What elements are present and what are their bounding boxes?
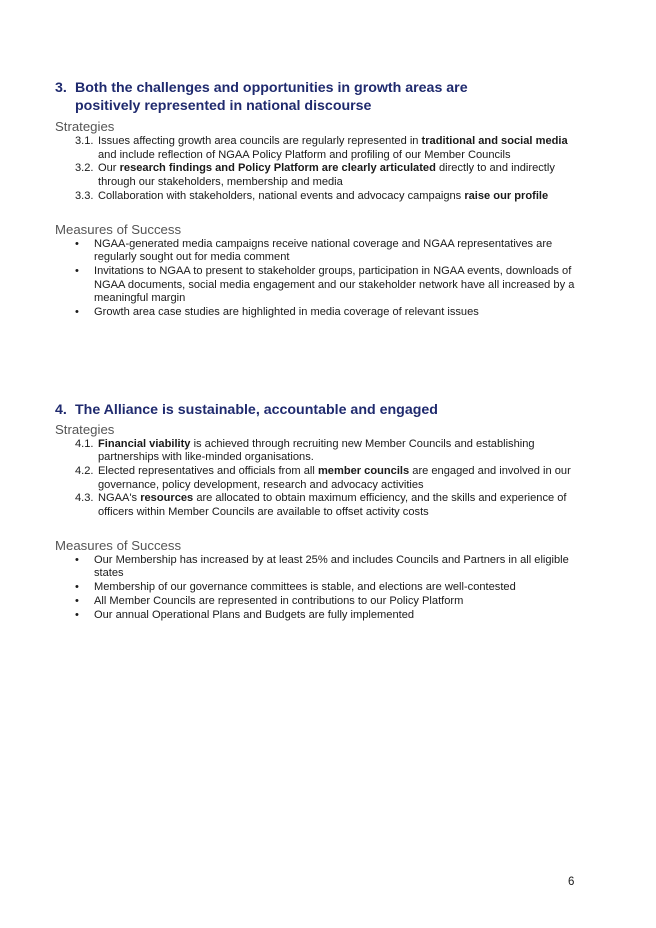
strategy-item [55, 135, 585, 162]
section-4-heading-line1: The Alliance is sustainable, accountable and engaged [75, 402, 438, 418]
strategy-bold-text: traditional and social media [421, 135, 568, 147]
section-4-measures-list [55, 554, 585, 623]
strategy-text: is achieved through recruiting new Member Councils and establishing partnerships with like-minded organisations. [98, 437, 535, 464]
strategy-text: directly to and indirectly through our stakeholders, membership and media [98, 162, 555, 189]
measure-item [55, 554, 585, 581]
section-4-number: 4. [55, 402, 67, 418]
measure-item [55, 581, 585, 595]
section-3-measures-list [55, 238, 585, 320]
measure-item [55, 306, 585, 320]
measure-item [55, 265, 585, 306]
section-3-strategies-label: Strategies [55, 119, 115, 134]
section-3-measures-label: Measures of Success [55, 221, 182, 237]
page-number: 6 [568, 876, 575, 888]
section-3-heading-line2: positively represented in national discourse [75, 97, 372, 114]
strategy-item [55, 492, 585, 519]
strategy-item [55, 438, 585, 465]
strategy-text: NGAA's [98, 492, 141, 505]
strategy-text: are allocated to obtain maximum efficiency, and the skills and experience of officers within Member Councils are available to offset activity costs [98, 492, 567, 519]
strategy-text: Elected representatives and officials from all [98, 464, 318, 477]
strategy-bold-text: raise our profile [464, 189, 549, 202]
strategy-text: Collaboration with stakeholders, national events and advocacy campaigns [98, 189, 465, 202]
section-4-measures-label: Measures of Success [55, 537, 182, 553]
measure-text: Our Membership has increased by at least 25% and includes Councils and Partners in all eligible states [94, 553, 569, 580]
measure-text: Invitations to NGAA to present to stakeholder groups, participation in NGAA events, downloads of NGAA documents, social media engagement and our stakeholder network have all increased by a meaningful margin [94, 264, 575, 305]
section-3-number: 3. [55, 80, 67, 96]
strategy-item [55, 162, 585, 189]
strategy-text: Our [98, 162, 120, 175]
strategy-text: and include reflection of NGAA Policy Platform and profiling of our Member Councils [98, 148, 511, 161]
measure-item [55, 609, 585, 623]
section-3 [55, 80, 585, 320]
strategy-number: 3.3. [75, 189, 94, 202]
bullet-icon: • [75, 237, 79, 250]
measure-item [55, 595, 585, 609]
strategy-bold-text: Financial viability [98, 437, 191, 450]
bullet-icon: • [75, 264, 79, 277]
strategy-bold-text: research findings and Policy Platform are clearly articulated [119, 162, 436, 175]
measure-text: Growth area case studies are highlighted in media coverage of relevant issues [94, 306, 479, 319]
strategy-number: 3.2. [75, 162, 94, 175]
section-3-strategies-list [55, 135, 585, 204]
measure-text: All Member Councils are represented in contributions to our Policy Platform [94, 594, 464, 607]
strategy-bold-text: resources [140, 492, 194, 505]
strategy-number: 4.3. [75, 492, 94, 505]
strategy-text: Issues affecting growth area councils are regularly represented in [98, 135, 422, 147]
measure-text: Membership of our governance committees is stable, and elections are well-contested [94, 581, 516, 594]
strategy-number: 4.2. [75, 464, 94, 477]
strategy-number: 4.1. [75, 437, 94, 450]
strategy-text: are engaged and involved in our governance, policy development, research and advocacy activities [98, 464, 571, 491]
bullet-icon: • [75, 581, 79, 594]
section-3-heading-line1: Both the challenges and opportunities in growth areas are [75, 80, 468, 96]
bullet-icon: • [75, 306, 79, 319]
measure-text: Our annual Operational Plans and Budgets are fully implemented [94, 608, 415, 621]
strategy-item [55, 465, 585, 492]
measure-text: NGAA-generated media campaigns receive national coverage and NGAA representatives are regularly sought out for media comment [94, 237, 553, 264]
section-4 [55, 402, 585, 622]
section-4-strategies-label: Strategies [55, 421, 115, 437]
bullet-icon: • [75, 594, 79, 607]
bullet-icon: • [75, 553, 79, 566]
bullet-icon: • [75, 608, 79, 621]
strategy-bold-text: member councils [317, 464, 410, 477]
section-4-heading [55, 402, 585, 420]
strategy-number: 3.1. [75, 135, 94, 147]
strategy-item [55, 190, 585, 204]
section-4-strategies-list [55, 438, 585, 520]
section-3-heading [55, 80, 585, 115]
measure-item [55, 238, 585, 265]
